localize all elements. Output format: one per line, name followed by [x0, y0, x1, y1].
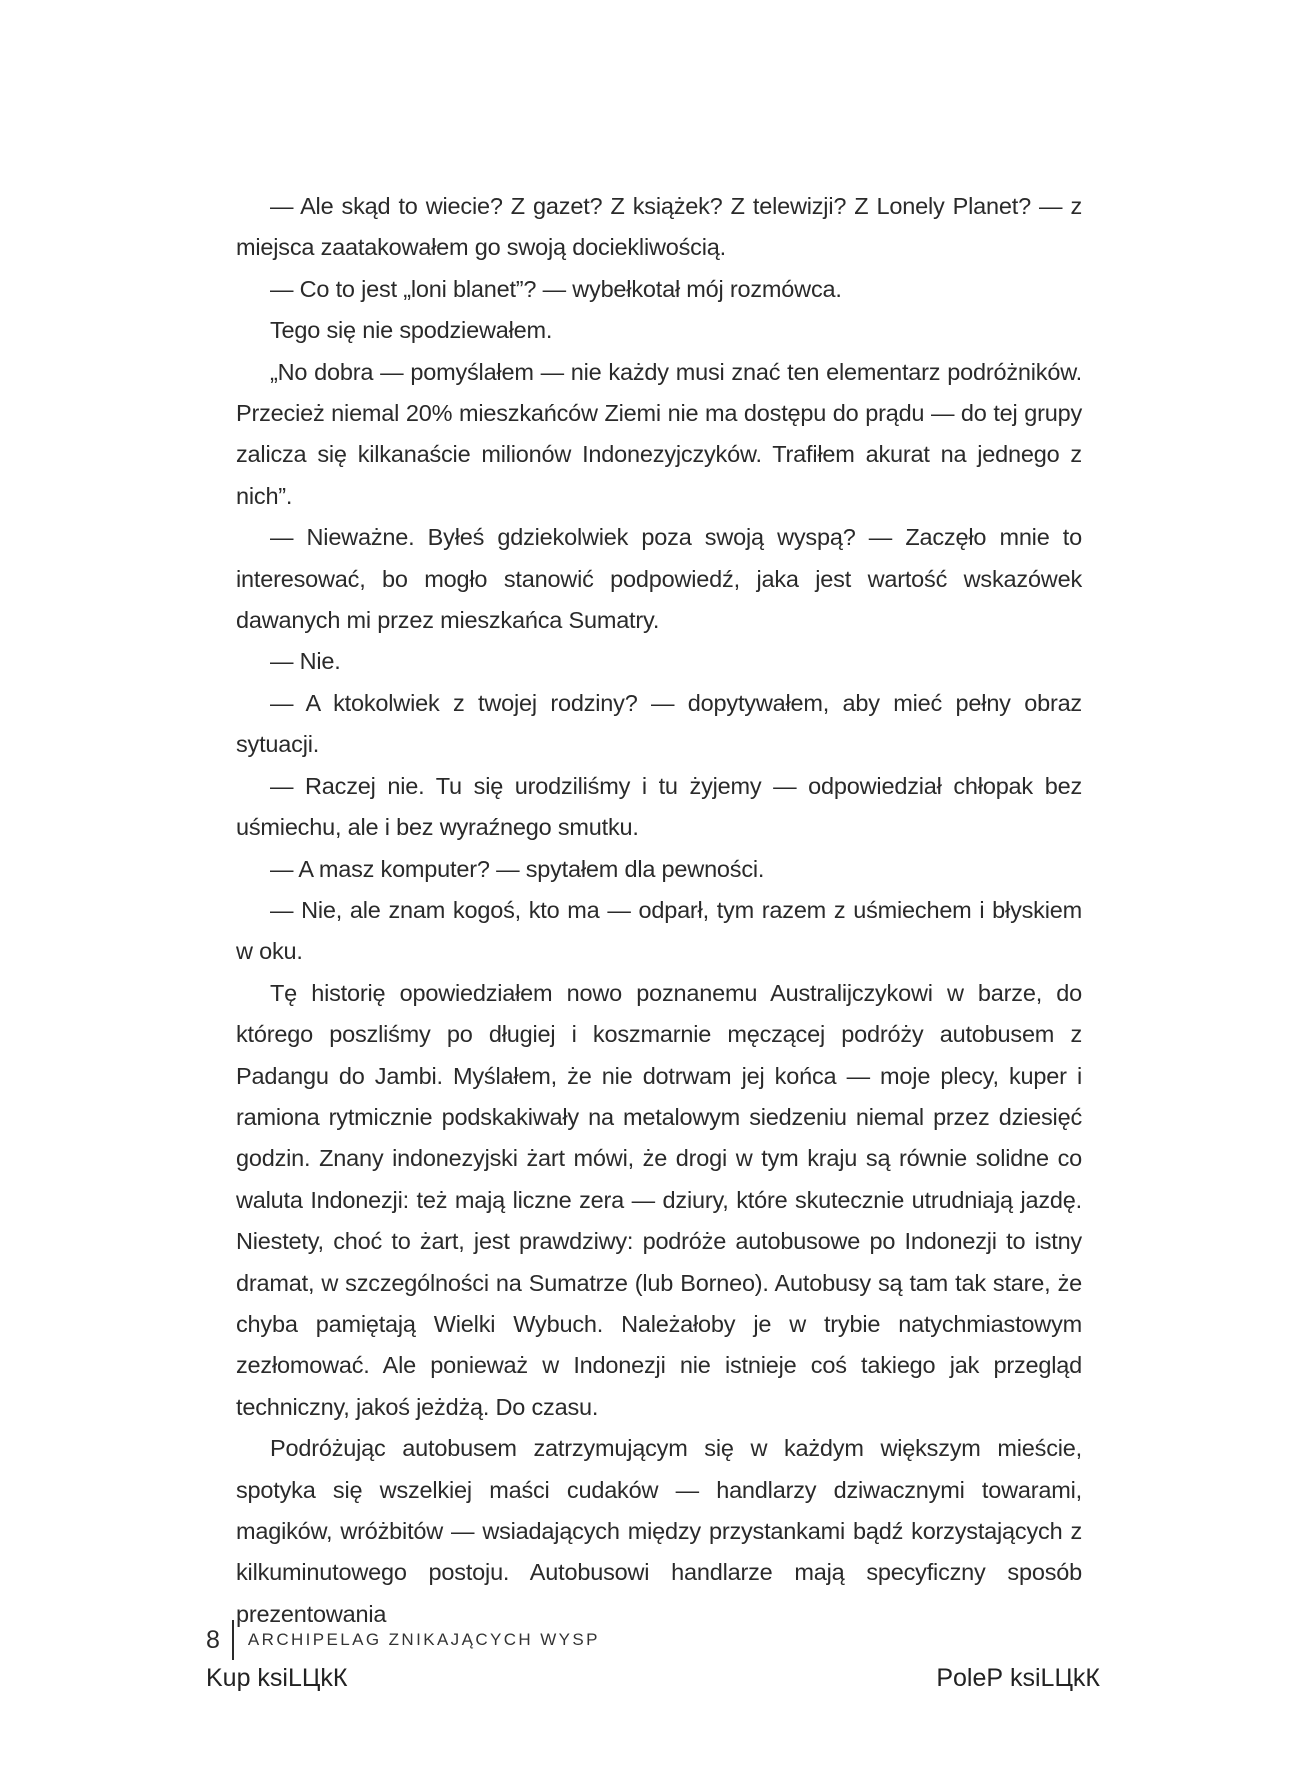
paragraph: — Co to jest „loni blanet”? — wybełkotał mój rozmówca.	[270, 275, 842, 302]
paragraph: Podróżując autobusem zatrzymującym się w każdym większym mieście, spotyka się wszelkiej maści cudaków — handlarzy dziwacznymi towarami, magików, wróżbitów — wsiadających między przystankami bądź korzystających z kilkuminutowego postoju. Autobusowi handlarze mają specyficzny sposób prezentowania	[236, 1435, 1082, 1627]
page-footer	[206, 1623, 600, 1657]
running-title: ARCHIPELAG ZNIKAJĄCYCH WYSP	[247, 1630, 600, 1649]
buy-book-link[interactable]: Kup ksiLЦkК	[206, 1664, 348, 1692]
footer-divider	[232, 1620, 234, 1660]
page-number: 8	[206, 1625, 220, 1654]
paragraph: — A ktokolwiek z twojej rodziny? — dopytywałem, aby mieć pełny obraz sytuacji.	[236, 689, 1082, 758]
paragraph: Tę historię opowiedziałem nowo poznanemu Australijczykowi w barze, do którego poszliśmy po długiej i koszmarnie męczącej podróży autobusem z Padangu do Jambi. Myślałem, że nie dotrwam jej końca — moje plecy, kuper i ramiona rytmicznie podskakiwały na metalowym siedzeniu niemal przez dziesięć godzin. Znany indonezyjski żart mówi, że drogi w tym kraju są równie solidne co waluta Indonezji: też mają liczne zera — dziury, które skutecznie utrudniają jazdę. Niestety, choć to żart, jest prawdziwy: podróże autobusowe po Indonezji to istny dramat, w szczególności na Sumatrze (lub Borneo). Autobusy są tam tak stare, że chyba pamiętają Wielki Wybuch. Należałoby je w trybie natychmiastowym zezłomować. Ale ponieważ w Indonezji nie istnieje coś takiego jak przegląd techniczny, jakoś jeżdżą. Do czasu.	[236, 979, 1082, 1420]
recommend-book-link[interactable]: PoleР ksiLЦkК	[936, 1664, 1100, 1692]
paragraph: — Nie.	[270, 648, 341, 675]
paragraph: — A masz komputer? — spytałem dla pewności.	[270, 855, 765, 882]
paragraph: Tego się nie spodziewałem.	[270, 317, 553, 344]
paragraph: „No dobra — pomyślałem — nie każdy musi znać ten elementarz podróżników. Przecież niemal 20% mieszkańców Ziemi nie ma dostępu do prądu — do tej grupy zalicza się kilkanaście milionów Indonezyjczyków. Trafiłem akurat na jednego z nich”.	[236, 358, 1082, 509]
paragraph: — Nie, ale znam kogoś, kto ma — odparł, tym razem z uśmiechem i błyskiem w oku.	[236, 896, 1082, 965]
paragraph: — Ale skąd to wiecie? Z gazet? Z książek? Z telewizji? Z Lonely Planet? — z miejsca zaatakowałem go swoją dociekliwością.	[236, 193, 1082, 261]
paragraph: — Raczej nie. Tu się urodziliśmy i tu żyjemy — odpowiedział chłopak bez uśmiechu, ale i bez wyraźnego smutku.	[236, 772, 1082, 841]
paragraph: — Nieważne. Byłeś gdziekolwiek poza swoją wyspą? — Zaczęło mnie to interesować, bo mogło stanowić podpowiedź, jaka jest wartość wskazówek dawanych mi przez mieszkańca Sumatry.	[236, 524, 1082, 634]
chapter-text	[236, 186, 1082, 1635]
